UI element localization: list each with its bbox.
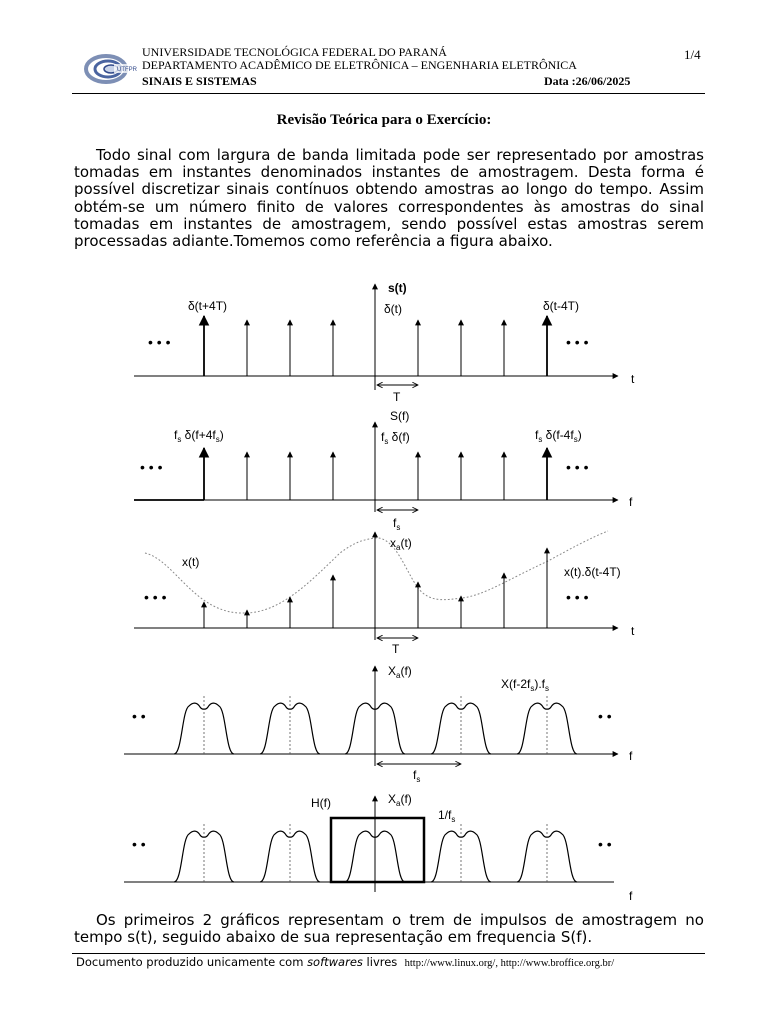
p3-y-label: $x_a(t)$	[390, 536, 412, 552]
reconstruction-filter-plot	[124, 792, 633, 903]
p2-left-dots: • • •	[140, 459, 163, 475]
p1-right-label: δ(t-4T)	[543, 299, 580, 313]
p2-center-label: $f_s$ δ(f)	[381, 430, 410, 446]
p2-y-label: S(f)	[390, 409, 410, 423]
header-divider	[72, 93, 705, 94]
department-name: DEPARTAMENTO ACADÊMICO DE ELETRÔNICA – ENGENHARIA ELETRÔNICA	[142, 58, 577, 72]
p5-gain-label: $1/f_s$	[438, 808, 456, 824]
p3-right-dots: • • •	[566, 589, 589, 605]
footer-urls: http://www.linux.org/, http://www.broffice.org.br/	[404, 958, 615, 969]
p2-period-label: $f_s$	[393, 516, 401, 532]
p4-left-dots: • •	[132, 708, 146, 724]
p5-y-label: $X_a(f)$	[388, 792, 412, 808]
p4-x-label: f	[629, 749, 633, 763]
svg-text:UTFPR: UTFPR	[117, 67, 137, 73]
intro-paragraph: Todo sinal com largura de banda limitada pode ser representado por amostras tomadas em instantes denominados instantes de amostragem. Desta forma é possível discretizar sinais contínuos obtendo amostras ao longo do tempo. Assim obtém-se um número finito de valores correspondentes às amostras do sinal tomadas em instantes de amostragem, sendo possível estas amostras serem processadas adiante.Tomemos como referência a figura abaixo.	[74, 146, 704, 251]
impulse-train-time-plot	[134, 281, 635, 404]
p3-x-label: t	[631, 624, 635, 638]
sampling-figure	[0, 270, 768, 910]
p1-left-dots: • • •	[148, 334, 171, 350]
p1-period-label: T	[393, 390, 401, 404]
p3-left-dots: • • •	[144, 589, 167, 605]
section-title: Revisão Teórica para o Exercício:	[276, 112, 492, 128]
sampled-spectrum-plot	[124, 664, 633, 784]
page-number: 1/4	[684, 47, 701, 62]
sampled-signal-plot	[134, 531, 635, 656]
university-logo	[84, 50, 137, 88]
p4-y-label: $X_a(f)$	[388, 664, 412, 680]
p2-right-label: $f_s$ $\delta(f-4f_s)$	[535, 428, 582, 444]
p4-period-label: $f_s$	[413, 768, 421, 784]
footer-suffix: livres	[362, 955, 398, 969]
p1-left-label: δ(t+4T)	[188, 299, 228, 313]
p2-left-label: $f_s$ $\delta(f+4f_s)$	[174, 428, 224, 444]
p5-left-dots: • •	[132, 836, 146, 852]
impulse-train-frequency-plot	[134, 409, 633, 532]
p2-x-label: f	[629, 495, 633, 509]
p1-y-label: s(t)	[388, 281, 407, 295]
footer-divider	[72, 953, 705, 954]
p5-ideal-lowpass-filter	[331, 818, 424, 882]
p5-x-label: f	[629, 889, 633, 903]
university-name: UNIVERSIDADE TECNOLÓGICA FEDERAL DO PARANÁ	[142, 45, 447, 59]
p4-right-label: $X(f-2f_s).f_s$	[501, 677, 550, 693]
p1-right-dots: • • •	[566, 334, 589, 350]
document-date: Data :26/06/2025	[544, 74, 631, 88]
p5-filter-label: H(f)	[311, 796, 331, 810]
page-header	[0, 0, 768, 100]
p1-x-label: t	[631, 372, 635, 386]
p1-center-label: δ(t)	[384, 302, 403, 316]
closing-paragraph: Os primeiros 2 gráficos representam o trem de impulsos de amostragem no tempo s(t), seguido abaixo de sua representação em frequencia S(f).	[74, 911, 704, 947]
p3-signal-label: x(t)	[182, 555, 200, 569]
p3-period-label: T	[392, 642, 400, 656]
p5-right-dots: • •	[598, 836, 612, 852]
footer-italic: softwares	[307, 955, 363, 969]
p4-right-dots: • •	[598, 708, 612, 724]
course-name: SINAIS E SISTEMAS	[142, 74, 257, 88]
p3-right-label: x(t).δ(t-4T)	[564, 565, 621, 579]
p3-continuous-signal	[145, 531, 608, 613]
p2-right-dots: • • •	[566, 459, 589, 475]
footer-prefix: Documento produzido unicamente com	[76, 955, 308, 969]
page-footer	[76, 955, 614, 969]
